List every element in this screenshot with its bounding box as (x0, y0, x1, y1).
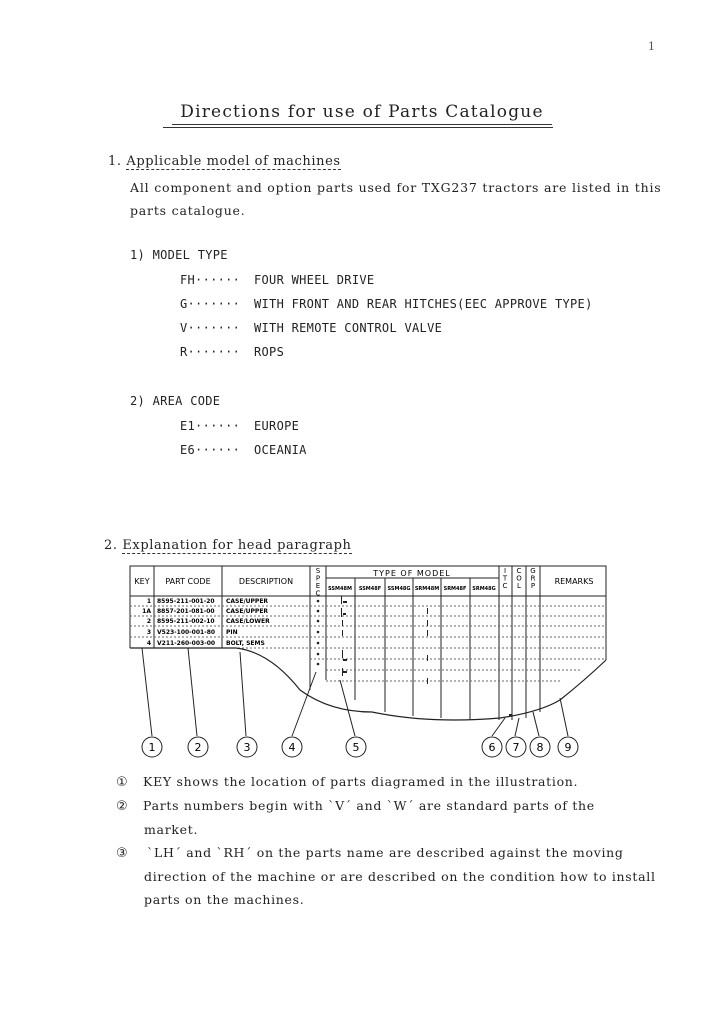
callout-8: 8 (536, 741, 544, 754)
callout-3: 3 (243, 741, 251, 754)
area-code: E6······ (180, 443, 241, 457)
row-code: V523-100-001-80 (157, 629, 216, 636)
header-model-4: SRM48M (414, 586, 440, 592)
row-desc: PIN (226, 629, 238, 636)
note-3-line2: direction of the machine or are described on the condition how to install (144, 869, 656, 884)
note-2-mark: ② (116, 799, 129, 814)
header-model-1: SSM48M (328, 586, 352, 592)
note-2 (116, 794, 595, 841)
area-desc: OCEANIA (254, 443, 307, 457)
callout-1: 1 (148, 741, 156, 754)
model-desc: FOUR WHEEL DRIVE (254, 273, 375, 287)
area-code-label: 2) AREA CODE (130, 394, 221, 408)
note-1 (116, 770, 578, 794)
model-code: FH······ (180, 273, 241, 287)
row-key: 1A (142, 608, 151, 615)
row-key: 4 (146, 640, 151, 647)
header-model-3: SSM48G (387, 586, 411, 592)
model-desc: ROPS (254, 345, 285, 359)
header-model-6: SRM48G (472, 586, 496, 592)
header-description: DESCRIPTION (238, 577, 294, 586)
model-type-label: 1) MODEL TYPE (130, 248, 228, 262)
callout-2: 2 (194, 741, 202, 754)
header-key: KEY (134, 577, 150, 586)
model-code: V······· (180, 321, 241, 335)
header-part-code: PART CODE (165, 577, 211, 586)
row-code: 8857-201-081-00 (157, 608, 215, 615)
model-desc: WITH REMOTE CONTROL VALVE (254, 321, 443, 335)
note-3-mark: ③ (116, 846, 129, 861)
callout-5: 5 (352, 741, 360, 754)
callout-7: 7 (512, 741, 520, 754)
section1-text-line1: All component and option parts used for TXG237 tractors are listed in this (130, 180, 662, 195)
note-3-line3: parts on the machines. (144, 892, 305, 907)
row-desc: CASE/UPPER (226, 608, 269, 615)
section1-title: Applicable model of machines (126, 154, 341, 169)
area-desc: EUROPE (254, 419, 300, 433)
page-title-text: Directions for use of Parts Catalogue (172, 102, 551, 125)
area-code: E1······ (180, 419, 241, 433)
model-desc: WITH FRONT AND REAR HITCHES(EEC APPROVE TYPE) (254, 297, 593, 311)
header-grp: G R P (530, 567, 536, 590)
callout-6: 6 (488, 741, 496, 754)
header-spec: S P E C (315, 567, 321, 598)
note-3 (116, 841, 656, 911)
section1-text-line2: parts catalogue. (130, 203, 246, 218)
callout-9: 9 (564, 741, 572, 754)
callout-4: 4 (288, 741, 296, 754)
header-model-2: SSM48F (358, 586, 382, 592)
header-model-5: SRM48F (443, 586, 467, 592)
row-desc: CASE/LOWER (226, 618, 270, 625)
header-type-of-model: TYPE OF MODEL (373, 569, 451, 578)
row-code: 8595-211-002-10 (157, 618, 215, 625)
row-key: 2 (146, 618, 151, 625)
row-desc: CASE/UPPER (226, 598, 269, 605)
row-key: 1 (146, 598, 151, 605)
section2-title: Explanation for head paragraph (122, 538, 352, 553)
header-col: C O L (516, 567, 522, 590)
note-2-line1: Parts numbers begin with ˋV´ and ˋW´ are standard parts of the (143, 798, 595, 813)
row-code: V211-260-003-00 (157, 640, 216, 647)
row-code: 8595-211-001-20 (157, 598, 215, 605)
page-number: 1 (648, 40, 655, 53)
note-1-mark: ① (116, 775, 129, 790)
section1-number: 1. (108, 154, 122, 169)
header-remarks: REMARKS (554, 577, 594, 586)
section2-number: 2. (104, 538, 118, 553)
note-1-line1: KEY shows the location of parts diagramed in the illustration. (143, 774, 579, 789)
model-code: G······· (180, 297, 241, 311)
header-itc: I T C (502, 567, 508, 590)
note-3-line1: ˋLH´ and ˋRH´ on the parts name are described against the moving (147, 845, 624, 860)
note-2-line2: market. (144, 822, 199, 837)
row-key: 3 (146, 629, 151, 636)
row-desc: BOLT, SEMS (226, 640, 265, 647)
model-code: R······· (180, 345, 241, 359)
